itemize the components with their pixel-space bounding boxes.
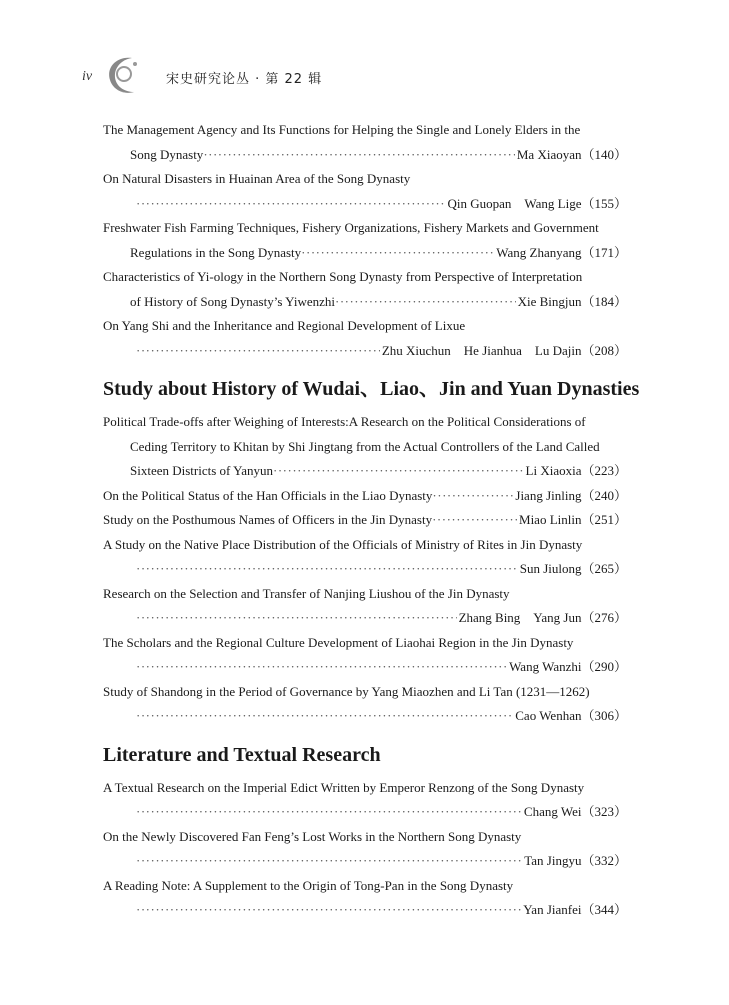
entry-title: A Reading Note: A Supplement to the Origin of Tong-Pan in the Song Dynasty [103,877,514,893]
entry-page: （251） [581,512,627,527]
entry-page: （171） [581,244,627,260]
entry-title-cont: Song Dynasty [130,146,204,162]
entry-page: （265） [581,561,627,576]
toc-entry[interactable] [103,776,627,825]
entry-author: Ma Xiaoyan [516,146,582,162]
entry-author: Sun Jiulong [519,561,582,576]
toc-entry[interactable] [103,825,627,874]
entry-title-cont: of History of Song Dynasty’s Yiwenzhi [130,293,335,309]
toc-entry[interactable] [103,118,627,167]
entry-title: Characteristics of Yi-ology in the Northern Song Dynasty from Perspective of Interpretation [103,269,583,284]
entry-title: On the Political Status of the Han Officials in the Liao Dynasty [103,487,433,503]
entry-page: （208） [581,342,627,358]
toc-entry[interactable] [103,265,627,314]
leader-dots [136,192,446,217]
toc-entry[interactable] [103,582,627,631]
entry-author: Miao Linlin [519,512,582,527]
section-heading: Study about History of Wudai、Liao、Jin and Yuan Dynasties [103,378,640,400]
toc-entry[interactable] [103,410,627,484]
entry-author: Qin Guopan Wang Lige [447,195,582,211]
entry-author: Li Xiaoxia [525,463,582,478]
toc-entry[interactable] [103,680,627,729]
toc-entry[interactable] [103,216,627,265]
entry-title: Research on the Selection and Transfer of Nanjing Liushou of the Jin Dynasty [103,585,510,601]
leader-dots [136,898,521,923]
entry-author: Tan Jingyu [524,853,582,868]
entry-page: （140） [581,146,627,162]
entry-author: Xie Bingjun [517,293,582,309]
table-of-contents [103,118,640,923]
entry-title-cont: Sixteen Districts of Yanyun [130,463,273,478]
entry-author: Chang Wei [523,804,582,819]
entry-title: On Yang Shi and the Inheritance and Regional Development of Lixue [103,318,466,333]
entry-title: A Study on the Native Place Distribution of the Officials of Ministry of Rites in Jin Dynasty [103,536,583,552]
entry-title-cont: Regulations in the Song Dynasty [130,244,302,260]
entry-title: Study on the Posthumous Names of Officers in the Jin Dynasty [103,512,433,527]
entry-author: Jiang Jinling [515,487,582,503]
entry-title: The Management Agency and Its Functions for Helping the Single and Lonely Elders in the [103,122,581,137]
toc-entry[interactable] [103,508,627,533]
journal-logo-icon [102,52,150,98]
entry-page: （155） [581,195,627,211]
toc-entry[interactable] [103,533,627,582]
entry-page: （223） [581,463,627,478]
entry-title: The Scholars and the Regional Culture Development of Liaohai Region in the Jin Dynasty [103,634,574,650]
entry-page: （306） [581,708,627,723]
page-number: iv [82,69,93,84]
toc-entry[interactable] [103,314,627,363]
leader-dots [136,800,522,825]
section-heading: Literature and Textual Research [103,743,381,766]
page-header [54,50,694,100]
toc-entry[interactable] [103,631,627,680]
entry-title: A Textual Research on the Imperial Edict Written by Emperor Renzong of the Song Dynasty [103,779,585,795]
toc-entry[interactable] [103,167,627,216]
entry-page: （184） [581,293,627,309]
leader-dots [136,655,507,680]
leader-dots [136,849,522,874]
journal-title: 宋史研究论丛 · 第 22 辑 [166,72,323,87]
entry-page: （276） [581,610,627,625]
leader-dots [203,143,515,168]
entry-page: （323） [581,804,627,819]
entry-page: （332） [581,853,627,868]
entry-page: （240） [581,487,627,503]
leader-dots [432,484,513,509]
entry-title-cont: Ceding Territory to Khitan by Shi Jingtang from the Actual Controllers of the Land Called [130,438,600,454]
entry-author: Wang Wanzhi [509,659,582,674]
leader-dots [136,339,380,364]
leader-dots [136,704,513,729]
entry-author: Cao Wenhan [515,708,582,723]
toc-entry[interactable] [103,874,627,923]
entry-author: Wang Zhanyang [496,244,582,260]
entry-author: Zhu Xiuchun He Jianhua Lu Dajin [381,342,582,358]
entry-title: On the Newly Discovered Fan Feng’s Lost Works in the Northern Song Dynasty [103,828,522,844]
toc-entry[interactable] [103,484,627,509]
entry-page: （344） [581,902,627,917]
leader-dots [136,606,457,631]
leader-dots [335,290,516,315]
entry-title: Study of Shandong in the Period of Governance by Yang Miaozhen and Li Tan (1231—1262) [103,683,590,699]
entry-page: （290） [581,659,627,674]
entry-title: Political Trade-offs after Weighing of Interests:A Research on the Political Considerations of [103,414,586,429]
leader-dots [273,459,524,484]
entry-author: Yan Jianfei [523,902,582,917]
leader-dots [136,557,518,582]
leader-dots [432,508,517,533]
entry-author: Zhang Bing Yang Jun [458,610,582,625]
leader-dots [301,241,494,266]
entry-title: On Natural Disasters in Huainan Area of the Song Dynasty [103,171,411,186]
entry-title: Freshwater Fish Farming Techniques, Fishery Organizations, Fishery Markets and Government [103,220,599,235]
